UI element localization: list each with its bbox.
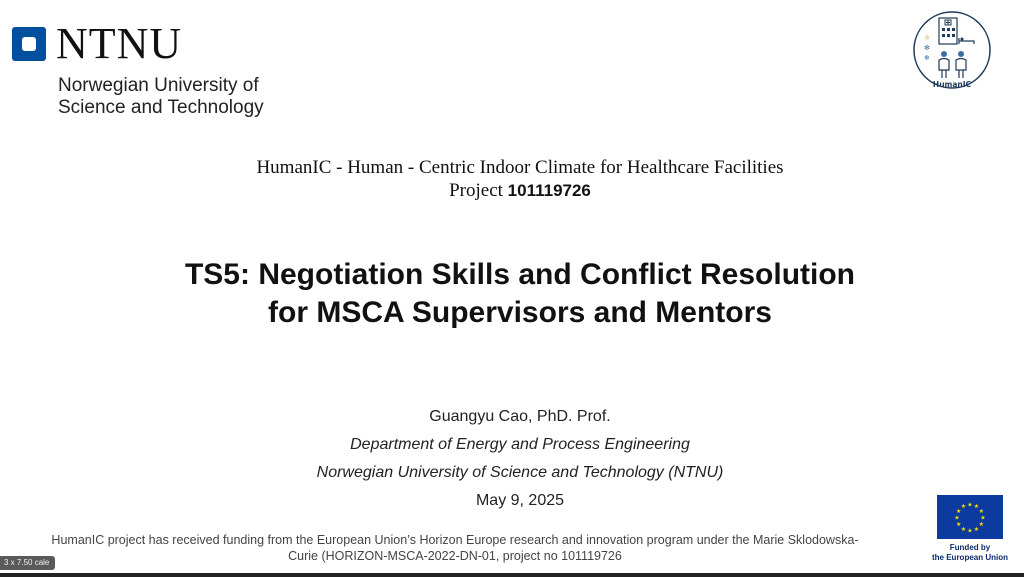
ntnu-subtitle — [58, 75, 264, 119]
eu-star-icon: ★ — [973, 525, 980, 533]
svg-text:☼: ☼ — [924, 34, 931, 42]
eu-star-icon: ★ — [960, 503, 967, 511]
ntnu-wordmark: NTNU — [56, 19, 183, 68]
svg-text:❄: ❄ — [924, 54, 930, 62]
eu-star-icon: ★ — [978, 521, 984, 528]
eu-star-icon: ★ — [954, 514, 960, 522]
project-number: 101119726 — [507, 181, 591, 200]
bottom-bar — [0, 573, 1024, 577]
eu-star-icon: ★ — [967, 501, 973, 509]
eu-flag-icon — [937, 495, 1003, 539]
ntnu-subtitle-line1: Norwegian University of — [58, 75, 259, 96]
funding-line2: Curie (HORIZON-MSCA-2022-DN-01, project no 101119726 — [288, 549, 622, 563]
humanic-logo-icon — [912, 10, 992, 90]
eu-star-icon: ★ — [980, 514, 986, 522]
humanic-logo — [912, 10, 992, 90]
eu-star-icon: ★ — [973, 503, 980, 511]
eu-stars — [937, 495, 1003, 539]
eu-star-icon: ★ — [967, 527, 973, 535]
eu-star-icon: ★ — [978, 508, 984, 515]
slide-title-line1: TS5: Negotiation Skills and Conflict Resolution — [184, 258, 856, 291]
project-prefix: Project — [449, 180, 508, 201]
svg-text:✻: ✻ — [924, 44, 930, 52]
funding-line1: HumanIC project has received funding from the European Union’s Horizon Europe research and innovation program under the Marie Sklodowska- — [51, 533, 859, 547]
funding-statement — [0, 532, 910, 564]
eu-caption-line2: the European Union — [932, 553, 1008, 562]
ntnu-logo — [12, 19, 282, 123]
ntnu-mark-icon — [12, 27, 46, 61]
presenter-department: Department of Energy and Process Engineering — [350, 436, 690, 453]
slide-title-line2: for MSCA Supervisors and Mentors — [268, 296, 772, 329]
humanic-logo-label: HumanIC — [932, 80, 972, 89]
project-number-line — [0, 180, 1024, 202]
presenter-university: Norwegian University of Science and Technology (NTNU) — [316, 464, 724, 481]
presenter-name: Guangyu Cao, PhD. Prof. — [429, 408, 611, 425]
eu-star-icon: ★ — [956, 521, 962, 528]
ntnu-subtitle-line2: Science and Technology — [58, 97, 264, 118]
eu-caption-line1: Funded by — [949, 543, 991, 552]
eu-star-icon: ★ — [960, 525, 967, 533]
slide-title — [0, 256, 1024, 332]
status-chip: 3 x 7.50 cale — [0, 556, 55, 570]
project-title: HumanIC - Human - Centric Indoor Climate for Healthcare Facilities — [256, 157, 784, 178]
eu-star-icon: ★ — [956, 508, 962, 515]
presentation-date: May 9, 2025 — [475, 492, 565, 509]
eu-caption — [927, 543, 1013, 563]
